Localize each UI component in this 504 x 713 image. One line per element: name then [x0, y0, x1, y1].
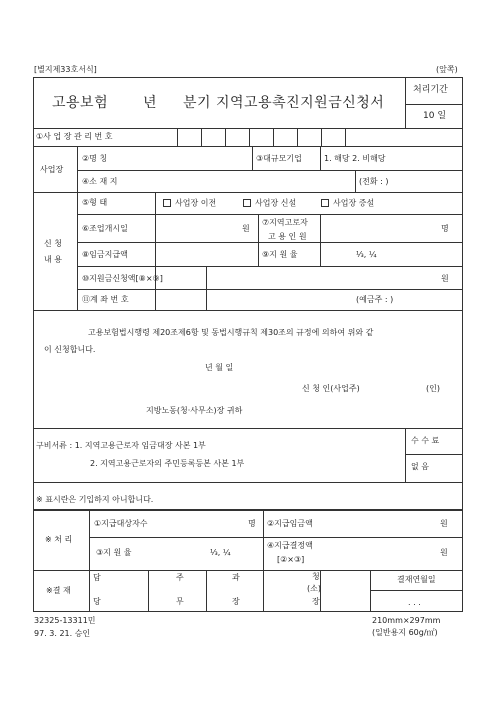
note: ※ 표시란은 기입하지 아니합니다. [36, 495, 154, 504]
large-enterprise-options[interactable]: 1. 해당 2. 비해당 [324, 154, 386, 163]
business-phone[interactable]: (전화 : ) [359, 177, 389, 186]
amount-unit: 원 [441, 274, 449, 283]
approval-section-head-b: 장 [232, 597, 240, 606]
paid-wage-unit: 원 [440, 519, 448, 528]
fee-value: 없 음 [411, 462, 429, 471]
business-address-label: ④소 재 지 [82, 177, 118, 186]
local-worker-unit: 명 [441, 224, 449, 233]
footer-code: 32325-13311민 [34, 616, 96, 625]
recipient-count-unit: 명 [248, 519, 256, 528]
type-option-expand-label: 사업장 증설 [333, 198, 375, 208]
account-holder[interactable]: (예금주 : ) [356, 295, 394, 304]
processing-group-label: ※ 처 리 [45, 535, 73, 544]
approval-chief-b: 무 [176, 597, 184, 606]
approval-group-label: ※결 재 [46, 586, 71, 595]
recipient-count-label: ①지급대상자수 [94, 519, 148, 528]
approval-office-head-a: 청 [312, 572, 320, 581]
approval-office-head-b: (소) [307, 584, 321, 593]
form-title-year: 년 [143, 95, 158, 111]
processing-period-value: 10 일 [423, 111, 447, 121]
decided-amount-label-b: [②×③] [277, 555, 305, 564]
checkbox-expand[interactable] [321, 199, 329, 207]
amount-label: ⑩지원금신청액[⑧×⑨] [82, 274, 163, 283]
approval-chief-a: 주 [176, 573, 184, 582]
support-rate-value[interactable]: ⅓, ¼ [356, 250, 377, 259]
form-title-insurance: 고용보험 [52, 95, 109, 111]
decided-amount-unit: 원 [440, 548, 448, 557]
request-group-label-a: 신 청 [44, 239, 62, 248]
approval-office-head-c: 장 [312, 597, 320, 606]
paid-wage-label: ②지급임금액 [267, 519, 313, 528]
fee-label: 수 수 료 [411, 436, 440, 445]
process-rate-value[interactable]: ⅓, ¼ [210, 548, 231, 557]
checkbox-new[interactable] [243, 199, 251, 207]
form-number: [별지제33호서식] [34, 65, 97, 74]
support-rate-label: ⑨지 원 율 [262, 250, 298, 259]
business-group-label: 사업장 [40, 165, 64, 174]
processing-period-label: 처리기간 [413, 85, 448, 95]
decided-amount-label-a: ④지급결정액 [267, 541, 313, 550]
type-option-new[interactable] [243, 199, 296, 208]
approval-section-head-a: 과 [232, 573, 240, 582]
wage-label: ⑧임금지급액 [82, 250, 128, 259]
business-id-label: ①사 업 장 관 리 번 호 [36, 132, 113, 141]
approval-date-label: 결재연월일 [397, 575, 436, 584]
type-option-relocation[interactable] [163, 199, 216, 208]
addressee: 지방노동(청·사무소)장 귀하 [146, 406, 243, 415]
start-date-unit: 원 [242, 224, 250, 233]
statement-line-2: 이 신청합니다. [44, 345, 96, 354]
approval-date-value[interactable]: . . . [408, 598, 421, 607]
business-name-label: ②명 칭 [82, 154, 108, 163]
type-label: ⑤형 태 [82, 198, 108, 207]
start-date-label: ⑥조업개시일 [82, 224, 128, 233]
process-rate-label: ③지 원 율 [96, 548, 132, 557]
type-option-new-label: 사업장 신설 [255, 198, 297, 208]
required-docs-line-2: 2. 지역고용근로자의 주민등록등본 사본 1부 [90, 459, 245, 468]
footer-paper: (일반용지 60g/㎡) [372, 628, 438, 637]
footer-size: 210mm×297mm [372, 616, 441, 625]
type-option-relocation-label: 사업장 이전 [175, 198, 217, 208]
seal-mark: (인) [426, 384, 440, 393]
statement-date[interactable]: 년 월 일 [205, 363, 234, 372]
applicant-label: 신 청 인(사업주) [302, 384, 360, 393]
local-worker-label-b: 고 용 인 원 [268, 232, 307, 241]
approval-staff-a: 담 [93, 573, 101, 582]
large-enterprise-label: ③대규모기업 [256, 154, 302, 163]
page-side-label: (앞쪽) [436, 65, 458, 74]
required-docs-line-1: 구비서류 : 1. 지역고용근로자 임금대장 사본 1부 [36, 441, 206, 450]
statement-line-1: 고용보험법시행령 제20조제6항 및 동법시행규칙 제30조의 규정에 의하여 위와 같 [88, 328, 374, 337]
approval-staff-b: 당 [93, 597, 101, 606]
request-group-label-b: 내 용 [44, 255, 62, 264]
footer-approved: 97. 3. 21. 승인 [34, 629, 91, 638]
type-option-expand[interactable] [321, 199, 374, 208]
checkbox-relocation[interactable] [163, 199, 171, 207]
local-worker-label-a: ⑦지역고로자 [262, 218, 308, 227]
account-label: ⑪계 좌 번 호 [82, 295, 129, 304]
form-title-main: 분기 지역고용촉진지원금신청서 [183, 95, 385, 111]
